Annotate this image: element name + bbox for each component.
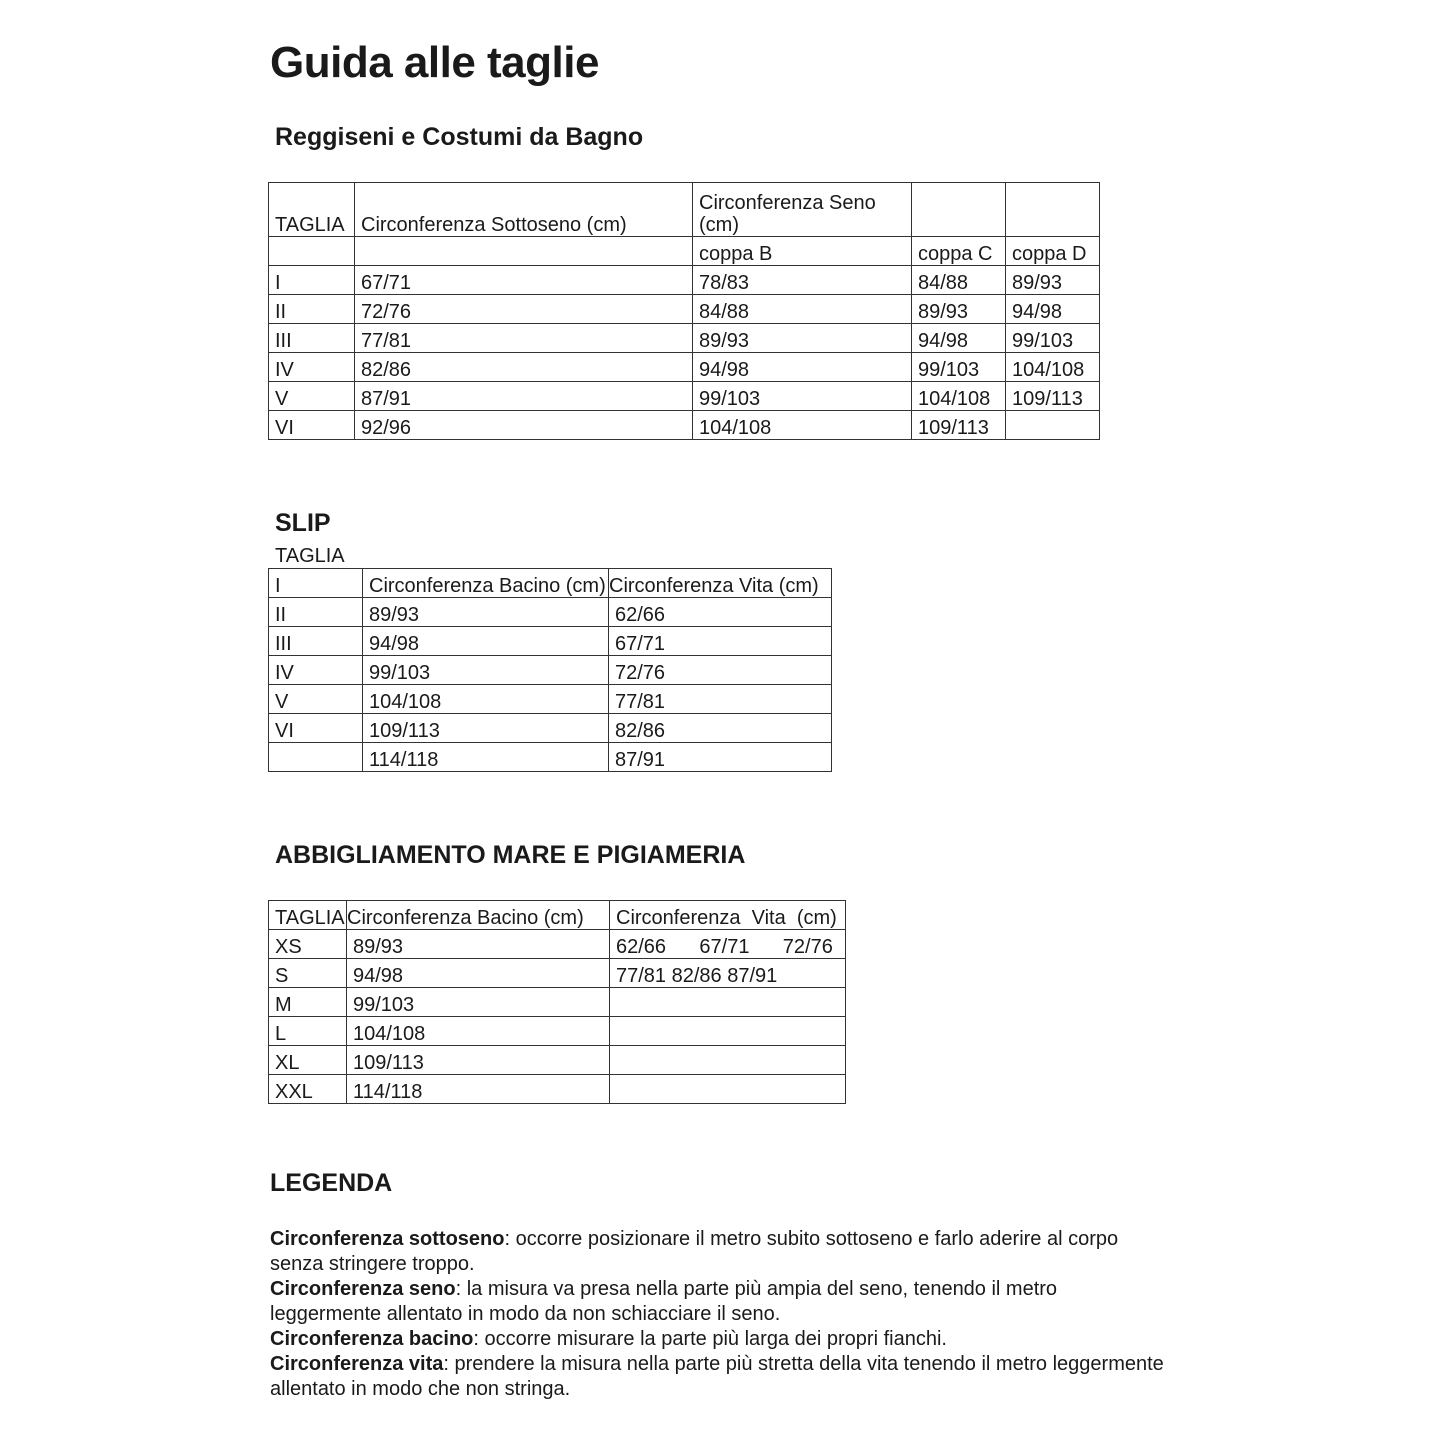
cell-bacino: 114/118 [347,1075,610,1104]
cell-taglia: M [269,988,347,1017]
cell-taglia: IV [269,353,355,382]
cell-coppa-b: 84/88 [693,295,912,324]
table-row [269,353,1100,382]
cell-coppa-c: 109/113 [912,411,1006,440]
cell-bacino: 89/93 [347,930,610,959]
legend-term: Circonferenza seno [270,1278,456,1300]
cell-vita [610,988,846,1017]
cell-sottoseno: 77/81 [355,324,693,353]
cell-taglia: III [269,627,363,656]
cell-sottoseno: 87/91 [355,382,693,411]
legend-heading: LEGENDA [270,1169,393,1197]
cell-bacino: 109/113 [347,1046,610,1075]
legend-term: Circonferenza sottoseno [270,1228,505,1250]
table-row [269,1075,846,1104]
cell-coppa-b: 89/93 [693,324,912,353]
cell-sottoseno: 72/76 [355,295,693,324]
table-row [269,988,846,1017]
cell-coppa-d [1006,411,1100,440]
cell-bacino: 104/108 [363,685,609,714]
cell-sottoseno: 82/86 [355,353,693,382]
cell-taglia: XL [269,1046,347,1075]
cell-vita: 77/81 82/86 87/91 [610,959,846,988]
cell-taglia: II [269,598,363,627]
cell-coppa-d: 99/103 [1006,324,1100,353]
table-header-row [269,901,846,930]
cell-taglia: I [269,266,355,295]
cell-coppa-c: 84/88 [912,266,1006,295]
cell-coppa-d: 109/113 [1006,382,1100,411]
cell-taglia: V [269,382,355,411]
subheader-empty [269,237,355,266]
header-coppa-d: coppa D [1006,237,1100,266]
cell-coppa-b: 94/98 [693,353,912,382]
cell-coppa-c: 99/103 [912,353,1006,382]
table-row [269,1046,846,1075]
header-taglia: TAGLIA [269,183,355,237]
bra-size-table [268,182,1100,440]
cell-sottoseno: 92/96 [355,411,693,440]
cell-vita: 62/66 67/71 72/76 [610,930,846,959]
header-empty [1006,183,1100,237]
header-seno: Circonferenza Seno (cm) [693,183,912,237]
cell-bacino: 94/98 [363,627,609,656]
cell-vita: 72/76 [609,656,832,685]
cell-taglia [269,743,363,772]
table-header-row [269,183,1100,237]
cell-coppa-b: 104/108 [693,411,912,440]
header-coppa-b: coppa B [693,237,912,266]
mare-size-table [268,900,846,1104]
cell-bacino: 89/93 [363,598,609,627]
cell-bacino: 104/108 [347,1017,610,1046]
header-vita: Circonferenza Vita (cm) [610,901,846,930]
legend-term: Circonferenza bacino [270,1328,474,1350]
cell-taglia: VI [269,411,355,440]
cell-coppa-b: 99/103 [693,382,912,411]
legend-item [270,1227,1170,1277]
cell-coppa-c: 104/108 [912,382,1006,411]
cell-vita: 67/71 [609,627,832,656]
table-row [269,411,1100,440]
legend-text: : la misura va presa nella parte più ampia del seno, tenendo il metro leggermente allentato in modo da non schiacciare il seno. [270,1278,1058,1325]
table-header-row [269,569,832,598]
legend-item [270,1277,1170,1327]
header-taglia: I [269,569,363,598]
cell-bacino: 114/118 [363,743,609,772]
cell-coppa-c: 89/93 [912,295,1006,324]
cell-vita [610,1075,846,1104]
cell-coppa-b: 78/83 [693,266,912,295]
cell-bacino: 94/98 [347,959,610,988]
table-row [269,382,1100,411]
legend-item [270,1327,1170,1352]
legend-text: : prendere la misura nella parte più stretta della vita tenendo il metro leggermente allentato in modo che non stringa. [270,1353,1164,1400]
table-row [269,930,846,959]
cell-coppa-d: 104/108 [1006,353,1100,382]
cell-vita: 87/91 [609,743,832,772]
table-row [269,1017,846,1046]
cell-coppa-d: 89/93 [1006,266,1100,295]
table-row [269,685,832,714]
table-row [269,714,832,743]
cell-taglia: S [269,959,347,988]
cell-vita: 77/81 [609,685,832,714]
table-row [269,266,1100,295]
cell-taglia: L [269,1017,347,1046]
cell-taglia: V [269,685,363,714]
cell-vita [610,1017,846,1046]
header-coppa-c: coppa C [912,237,1006,266]
cell-vita: 62/66 [609,598,832,627]
table-row [269,743,832,772]
header-bacino: Circonferenza Bacino (cm) [363,569,609,598]
cell-bacino: 109/113 [363,714,609,743]
cell-vita: 82/86 [609,714,832,743]
bra-heading: Reggiseni e Costumi da Bagno [275,123,644,151]
table-row [269,656,832,685]
cell-taglia: IV [269,656,363,685]
cell-bacino: 99/103 [347,988,610,1017]
cell-vita [610,1046,846,1075]
cell-taglia: XS [269,930,347,959]
cell-coppa-c: 94/98 [912,324,1006,353]
page-title: Guida alle taglie [270,38,599,87]
cell-bacino: 99/103 [363,656,609,685]
table-row [269,959,846,988]
legend-item [270,1352,1170,1402]
slip-heading: SLIP [275,509,331,537]
legend-text: : occorre misurare la parte più larga dei propri fianchi. [473,1328,947,1350]
legend-term: Circonferenza vita [270,1353,444,1375]
header-taglia: TAGLIA [269,901,347,930]
mare-heading: ABBIGLIAMENTO MARE E PIGIAMERIA [275,841,746,869]
cell-taglia: VI [269,714,363,743]
slip-size-table [268,568,832,772]
header-bacino: Circonferenza Bacino (cm) [347,901,610,930]
cell-sottoseno: 67/71 [355,266,693,295]
table-row [269,598,832,627]
cell-taglia: XXL [269,1075,347,1104]
table-subheader-row [269,237,1100,266]
header-sottoseno: Circonferenza Sottoseno (cm) [355,183,693,237]
table-row [269,324,1100,353]
cell-taglia: III [269,324,355,353]
cell-taglia: II [269,295,355,324]
cell-coppa-d: 94/98 [1006,295,1100,324]
legend-body [270,1227,1170,1402]
header-vita: Circonferenza Vita (cm) [609,569,832,598]
subheader-empty [355,237,693,266]
legend-text: : occorre posizionare il metro subito sottoseno e farlo aderire al corpo senza stringere troppo. [270,1228,1119,1275]
table-row [269,627,832,656]
header-empty [912,183,1006,237]
table-row [269,295,1100,324]
slip-taglia-label: TAGLIA [275,545,345,567]
